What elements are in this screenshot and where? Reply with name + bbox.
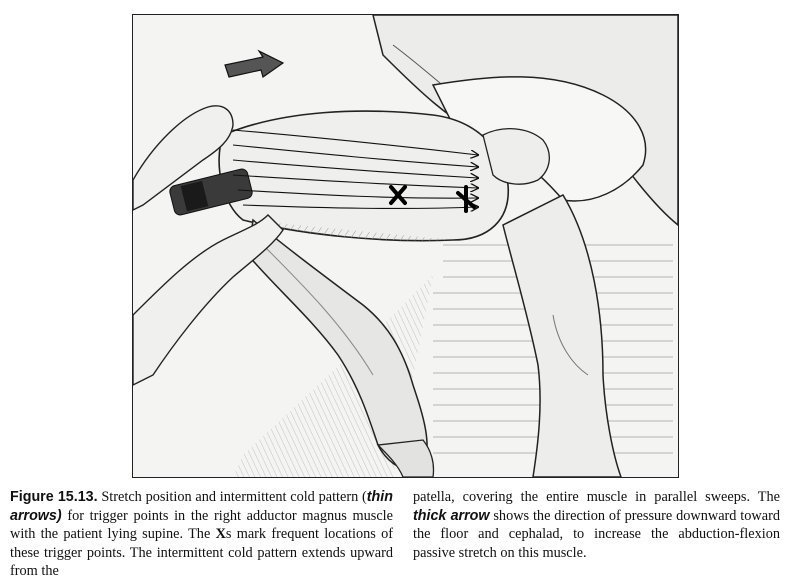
caption-text: Stretch position and intermittent cold pattern (	[101, 489, 367, 505]
clinician-lower-arm	[133, 215, 283, 385]
caption-emphasis-thin-arrows: thin arrows)	[10, 489, 393, 524]
figure-label: Figure 15.13.	[10, 489, 98, 505]
figure-illustration	[132, 14, 679, 478]
caption-text: for trigger points in the right adductor magnus muscle with the patient lying supine. The	[10, 507, 393, 543]
caption-text: shows the direction of pressure downward toward the floor and cephalad, to increase the abduction-flexion passive stretch on this muscle.	[413, 507, 780, 561]
caption-strong-x: X	[215, 526, 226, 543]
caption-text: s mark frequent locations of these trigger points. The intermittent cold pattern extends upward from the	[10, 526, 393, 580]
patient-extended-leg	[503, 195, 621, 477]
thick-pressure-arrow-icon	[225, 51, 283, 77]
caption-emphasis-thick-arrow: thick arrow	[413, 507, 490, 524]
clinician-hand-on-hip	[483, 129, 549, 184]
leg-stretch-drawing	[133, 15, 678, 477]
caption-text: patella, covering the entire muscle in parallel sweeps. The	[413, 489, 780, 505]
figure-caption-column-1	[10, 488, 393, 581]
figure-caption-column-2	[413, 488, 780, 562]
